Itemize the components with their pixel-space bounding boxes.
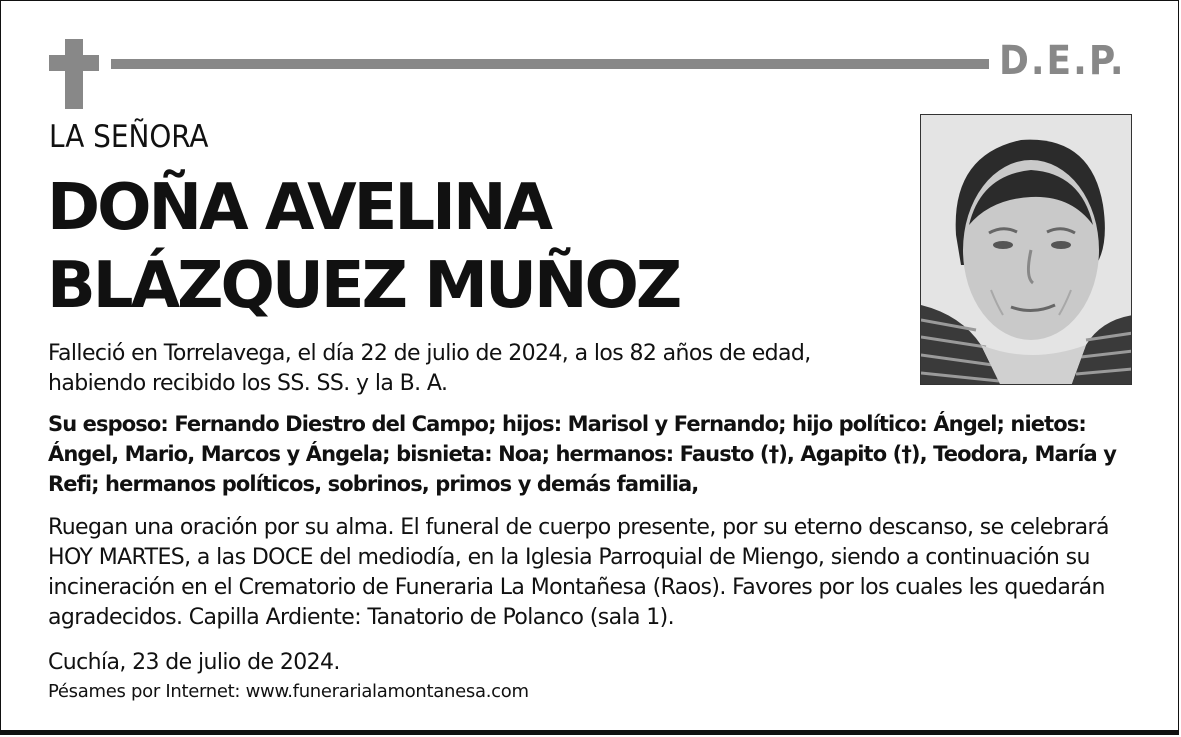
name-line-2: BLÁZQUEZ MUÑOZ bbox=[47, 249, 680, 323]
notice-title: LA SEÑORA bbox=[49, 119, 209, 155]
cross-horizontal-bar bbox=[49, 55, 99, 71]
header-rule bbox=[111, 59, 989, 69]
cross-vertical-bar bbox=[65, 39, 83, 109]
portrait-photo bbox=[920, 114, 1132, 385]
family-list: Su esposo: Fernando Diestro del Campo; hijos: Marisol y Fernando; hijo político: Ángel; nietos: Ángel, Mario, Marcos y Ángela; bisnieta: Noa; hermanos: Fausto (†), Agapito (†), Teodora, María y Refi; hermanos políticos, sobrinos, primos y demás familia, bbox=[48, 412, 1116, 496]
deceased-name bbox=[47, 169, 679, 325]
dep-label: D.E.P. bbox=[999, 38, 1126, 84]
service-details: Ruegan una oración por su alma. El funeral de cuerpo presente, por su eterno descanso, se celebrará HOY MARTES, a las DOCE del mediodía, en la Iglesia Parroquial de Miengo, siendo a continuación su incineración en el Crematorio de Funeraria La Montañesa (Raos). Favores por los cuales les quedarán agradecidos. Capilla Ardiente: Tanatorio de Polanco (sala 1). bbox=[48, 515, 1109, 630]
place-date: Cuchía, 23 de julio de 2024. bbox=[48, 650, 340, 675]
portrait-image bbox=[921, 115, 1132, 385]
name-line-1: DOÑA AVELINA bbox=[47, 171, 551, 245]
condolences-line: Pésames por Internet: www.funerarialamontanesa.com bbox=[48, 681, 529, 702]
death-announcement: Falleció en Torrelavega, el día 22 de julio de 2024, a los 82 años de edad, habiendo recibido los SS. SS. y la B. A. bbox=[48, 341, 811, 396]
cross-icon bbox=[49, 39, 99, 109]
